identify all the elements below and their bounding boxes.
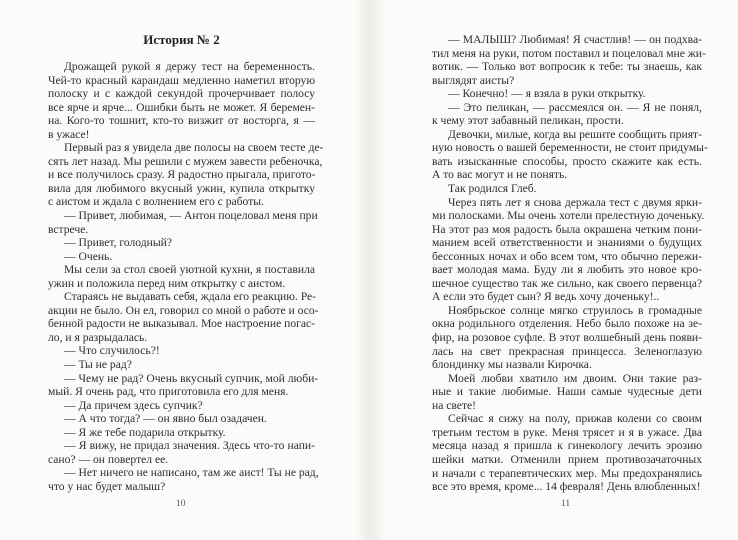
paragraph (432, 33, 706, 87)
paragraph (48, 371, 319, 399)
text-line: вила для любимого вкусный ужин, купила открытку (48, 181, 315, 195)
text-line: и все получилось сразу. Я радостно прыгала, пригото- (48, 168, 316, 182)
text-line: — Что случилось?! (64, 344, 160, 358)
text-line: А если это будет сын? Я ведь хочу доченьку!.. (432, 290, 660, 304)
paragraph (48, 141, 324, 209)
text-line: на свете! (432, 398, 477, 412)
text-line: — Я же тебе подарила открытку. (64, 425, 226, 439)
text-line: Так родился Глеб. (448, 182, 537, 196)
paragraph (48, 344, 315, 358)
text-line: окна родильного отделения. Небо было похоже на зе- (432, 317, 702, 331)
text-line: третьим тестом в руке. Меня трясет и я в ужасе. Два (432, 425, 702, 439)
text-line: Ноябрьское солнце мягко струилось в громадные (448, 303, 702, 317)
paragraph (48, 466, 319, 493)
text-line: — Привет, любимая, — Антон поцеловал меня при (64, 209, 318, 223)
text-line: бессонных ночах и обо всем том, что обычно пережи- (432, 249, 702, 263)
right-page (369, 0, 738, 540)
text-line: сано? — он повертел ее. (48, 452, 169, 466)
paragraph (48, 263, 315, 290)
text-line: — Очень. (64, 249, 113, 263)
text-line: — А что тогда? — он явно был озадачен. (64, 412, 267, 426)
text-line: ные и такие любимые. Наши самые чудесные дети (432, 385, 702, 399)
paragraph (432, 195, 705, 304)
paragraph (48, 399, 315, 413)
text-line: вотик. — Только вот вопросик к тебе: ты знаешь, как (432, 60, 702, 74)
text-line: манием всей ответственности и знаниями о будущих (432, 236, 702, 250)
text-line: вает молодая мама. Буду ли я любить это новое кро- (432, 263, 702, 277)
paragraph (48, 209, 318, 236)
page-number: 11 (561, 499, 571, 509)
text-line: На этот раз моя радость была окрашена четким пони- (432, 222, 702, 236)
text-line: — Привет, голодный? (64, 236, 173, 250)
text-line: бенной радости не выказывал. Мое настроение погас- (48, 317, 316, 331)
text-line: в ужасе! (48, 127, 90, 141)
text-line: Через пять лет я снова держала тест с двумя ярки- (448, 195, 702, 209)
text-line: блондинку мы назвали Кирочка. (432, 358, 592, 372)
text-line: — Да причем здесь супчик? (64, 398, 203, 412)
paragraph (48, 236, 315, 250)
text-line: — МАЛЫШ? Любимая! Я счастлив! — он подхва- (448, 33, 702, 46)
paragraph (432, 87, 702, 101)
paragraph (432, 101, 702, 128)
chapter-title: История № 2 (143, 32, 220, 47)
text-line: — Это пеликан, — рассмеялся он. — Я не понял, (448, 100, 702, 114)
text-line: выглядят аисты? (432, 73, 515, 87)
text-line: фир, на розовое суфле. В этот волшебный день появи- (432, 331, 702, 345)
text-line: что у нас будет малыш? (48, 479, 166, 493)
page-text (432, 33, 708, 494)
paragraph (432, 372, 702, 413)
text-line: шечное существо так же сильно, как своего первенца? (432, 276, 702, 290)
text-line: ную новость о вашей беременности, не стоит придумы- (432, 141, 708, 155)
text-line: — Конечно! — я взяла в руки открытку. (448, 87, 646, 101)
text-line: — Ты не рад? (64, 358, 132, 372)
text-line: к чему этот забавный пеликан, прости. (432, 114, 624, 128)
text-line: Стараясь не выдавать себя, ждала его реакцию. Ре- (64, 290, 317, 304)
text-line: и начали с терапевтических мер. Мы предохранялись (432, 466, 702, 480)
text-line: — Чему не рад? Очень вкусный супчик, мой люби- (64, 371, 319, 385)
text-line: акции не было. Он ел, говорил со мной о работе и осо- (48, 303, 319, 317)
paragraph (48, 290, 319, 344)
paragraph (48, 426, 315, 440)
paragraph (432, 412, 702, 493)
text-line: сять лет назад. Мы решили с мужем завести ребеночка, (48, 154, 323, 168)
text-line: лась на свет прекрасная принцесса. Зеленоглазую (432, 344, 702, 358)
paragraph (48, 439, 315, 466)
text-line: — Я вижу, не придал значения. Здесь что-то напи- (64, 439, 315, 453)
paragraph (48, 60, 315, 141)
paragraph (48, 358, 315, 372)
text-line: ми полосками. Мы очень хотели прелестную доченьку. (432, 209, 705, 223)
text-line: Девочки, милые, когда вы решите сообщить прият- (448, 127, 702, 141)
text-line: все это время, кроме... 14 февраля! День влюбленных! (432, 480, 701, 494)
text-line: вать изысканные способы, просто скажите как есть. (432, 154, 702, 168)
text-line: ло, и я разрыдалась. (48, 330, 148, 344)
paragraph (48, 412, 315, 426)
text-line: шейки матки. Отменили прием противозачаточных (432, 452, 702, 466)
text-line: Первый раз я увидела две полосы на своем тесте де- (64, 141, 324, 155)
text-line: месяца назад я пришла к гинекологу лечить эрозию (432, 439, 702, 453)
paragraph (48, 250, 315, 264)
paragraph (432, 304, 702, 372)
paragraph (432, 127, 708, 182)
text-line: мый. Я очень рад, что приготовила его для меня. (48, 385, 289, 399)
text-line: ужин и положила перед ним открытку с аистом. (48, 276, 286, 290)
text-line: полоску и с каждой секундой прочерчивает полосу (48, 87, 315, 101)
page-text (48, 60, 324, 494)
text-line: Моей любви хватило им двоим. Они такие раз- (448, 371, 702, 385)
text-line: — Нет ничего не написано, там же аист! Ты не рад, (64, 466, 319, 480)
text-line: Сейчас я сижу на полу, прижав колени со своим (448, 412, 702, 426)
text-line: с аистом и ждала с волнением его с работы. (48, 195, 264, 209)
text-line: А то вас могут и не понять. (432, 168, 568, 182)
page-number: 10 (176, 499, 186, 509)
text-line: все ярче и ярче... Ошибки быть не может. Я беремен- (48, 100, 315, 114)
text-line: Чей-то красный карандаш медленно наметил вторую (48, 73, 315, 87)
paragraph (432, 182, 702, 196)
text-line: Дрожащей рукой я держу тест на беременность. (64, 60, 315, 73)
text-line: на. Кого-то тошнит, кто-то визжит от восторга, я — (48, 114, 315, 128)
text-line: встрече. (48, 222, 89, 236)
text-line: Мы сели за стол своей уютной кухни, я поставила (64, 263, 315, 277)
text-line: тил меня на руки, потом поставил и поцеловал мне жи- (432, 46, 706, 60)
